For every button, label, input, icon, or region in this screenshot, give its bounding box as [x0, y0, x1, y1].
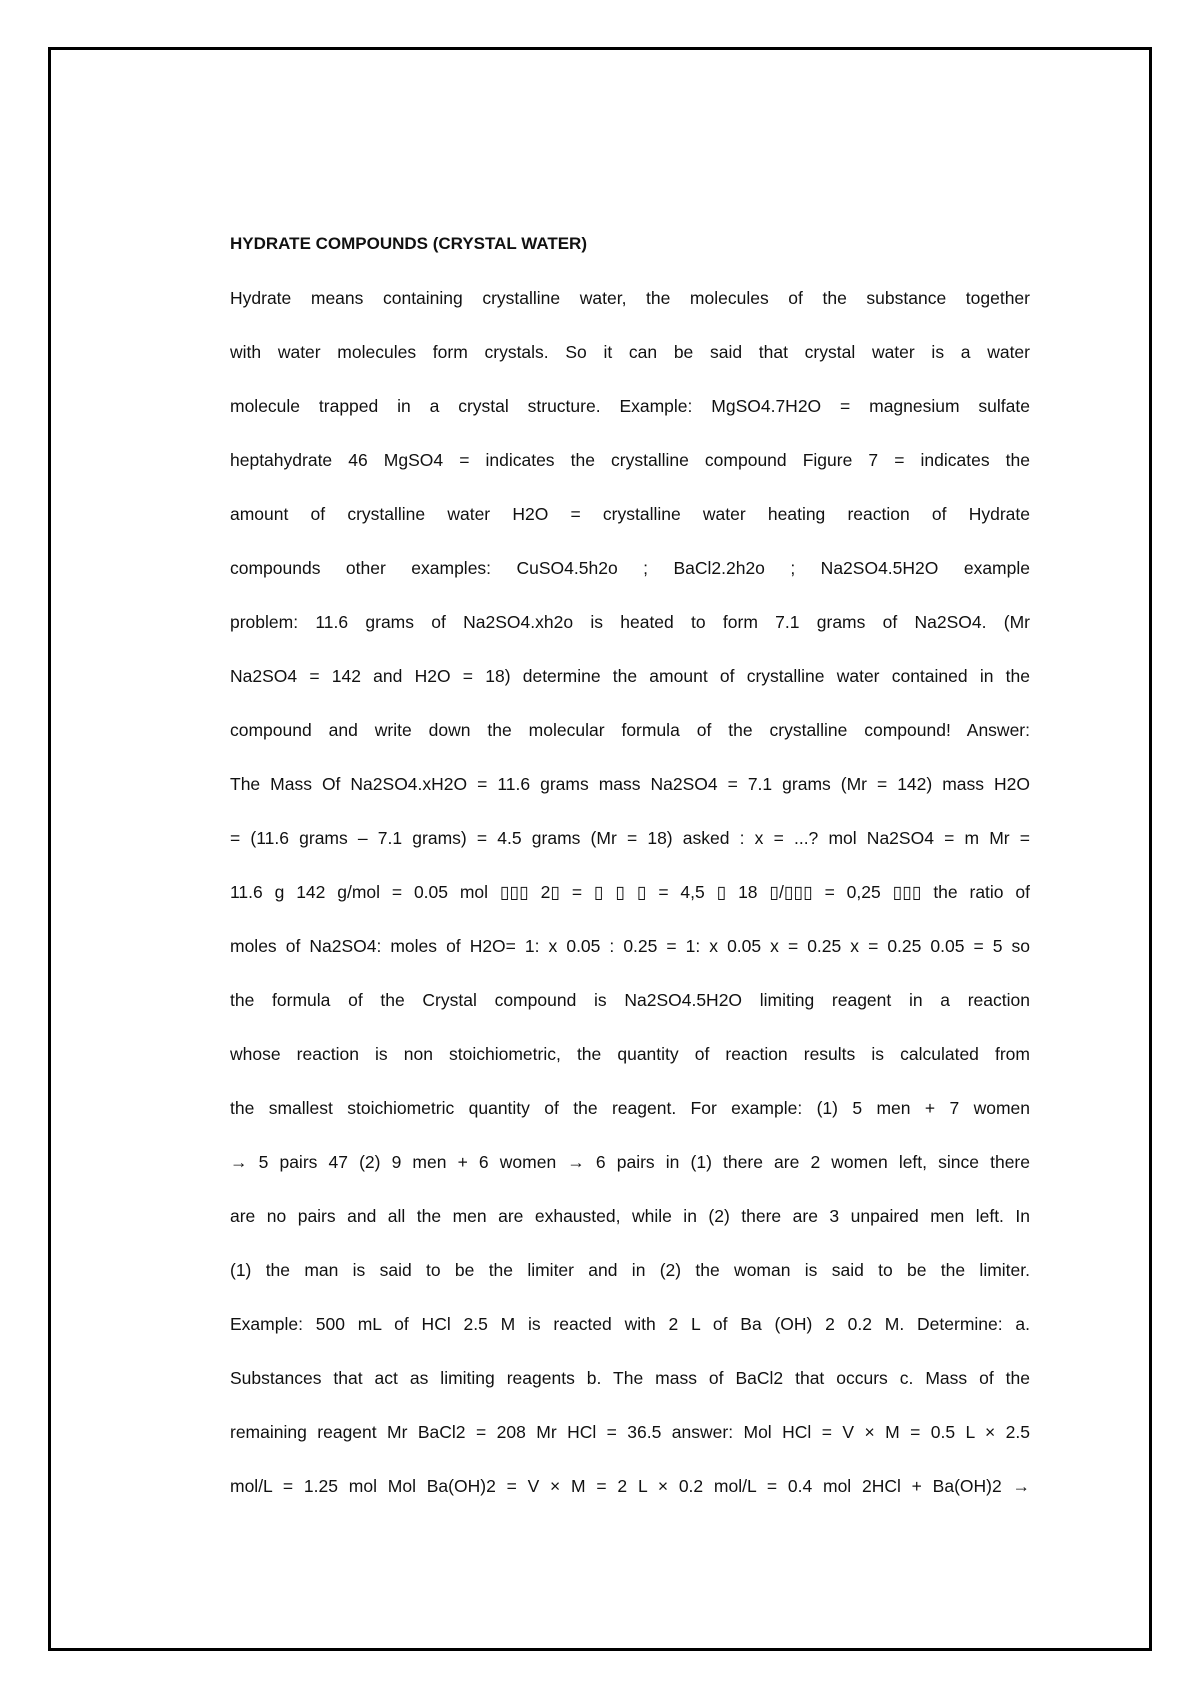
body-line: Na2SO4 = 142 and H2O = 18) determine the amount of crystalline water contained in the — [230, 666, 1030, 686]
body-line: the smallest stoichiometric quantity of the reagent. For example: (1) 5 men + 7 women — [230, 1098, 1030, 1118]
body-line: compound and write down the molecular formula of the crystalline compound! Answer: — [230, 720, 1030, 740]
body-line: compounds other examples: CuSO4.5h2o ; BaCl2.2h2o ; Na2SO4.5H2O example — [230, 558, 1030, 578]
body-line: whose reaction is non stoichiometric, the quantity of reaction results is calculated from — [230, 1044, 1030, 1064]
body-line: Example: 500 mL of HCl 2.5 M is reacted with 2 L of Ba (OH) 2 0.2 M. Determine: a. — [230, 1314, 1030, 1334]
body-line: are no pairs and all the men are exhausted, while in (2) there are 3 unpaired men left. In — [230, 1206, 1030, 1226]
document-heading: HYDRATE COMPOUNDS (CRYSTAL WATER) — [230, 234, 587, 253]
body-line: molecule trapped in a crystal structure. Example: MgSO4.7H2O = magnesium sulfate — [230, 396, 1030, 416]
body-line: = (11.6 grams – 7.1 grams) = 4.5 grams (Mr = 18) asked : x = ...? mol Na2SO4 = m Mr = — [230, 828, 1030, 848]
body-line: amount of crystalline water H2O = crystalline water heating reaction of Hydrate — [230, 504, 1030, 524]
body-line: Substances that act as limiting reagents b. The mass of BaCl2 that occurs c. Mass of the — [230, 1368, 1030, 1388]
body-line: moles of Na2SO4: moles of H2O= 1: x 0.05 : 0.25 = 1: x 0.05 x = 0.25 x = 0.25 0.05 = 5 so — [230, 936, 1030, 956]
body-line: with water molecules form crystals. So it can be said that crystal water is a water — [230, 342, 1030, 362]
body-line: Hydrate means containing crystalline water, the molecules of the substance together — [230, 288, 1030, 308]
body-line: The Mass Of Na2SO4.xH2O = 11.6 grams mass Na2SO4 = 7.1 grams (Mr = 142) mass H2O — [230, 774, 1030, 794]
body-line: the formula of the Crystal compound is Na2SO4.5H2O limiting reagent in a reaction — [230, 990, 1030, 1010]
body-line: heptahydrate 46 MgSO4 = indicates the crystalline compound Figure 7 = indicates the — [230, 450, 1030, 470]
document-body — [230, 232, 1030, 1528]
body-line: → 5 pairs 47 (2) 9 men + 6 women → 6 pairs in (1) there are 2 women left, since there — [230, 1152, 1030, 1172]
body-line: remaining reagent Mr BaCl2 = 208 Mr HCl = 36.5 answer: Mol HCl = V × M = 0.5 L × 2.5 — [230, 1422, 1030, 1442]
body-line: problem: 11.6 grams of Na2SO4.xh2o is heated to form 7.1 grams of Na2SO4. (Mr — [230, 612, 1030, 632]
body-line: mol/L = 1.25 mol Mol Ba(OH)2 = V × M = 2 L × 0.2 mol/L = 0.4 mol 2HCl + Ba(OH)2 → — [230, 1476, 1030, 1496]
body-line: (1) the man is said to be the limiter and in (2) the woman is said to be the limiter. — [230, 1260, 1030, 1280]
body-line: 11.6 g 142 g/mol = 0.05 mol ▯▯▯ 2▯ = ▯ ▯ ▯ = 4,5 ▯ 18 ▯/▯▯▯ = 0,25 ▯▯▯ the ratio of — [230, 882, 1030, 902]
